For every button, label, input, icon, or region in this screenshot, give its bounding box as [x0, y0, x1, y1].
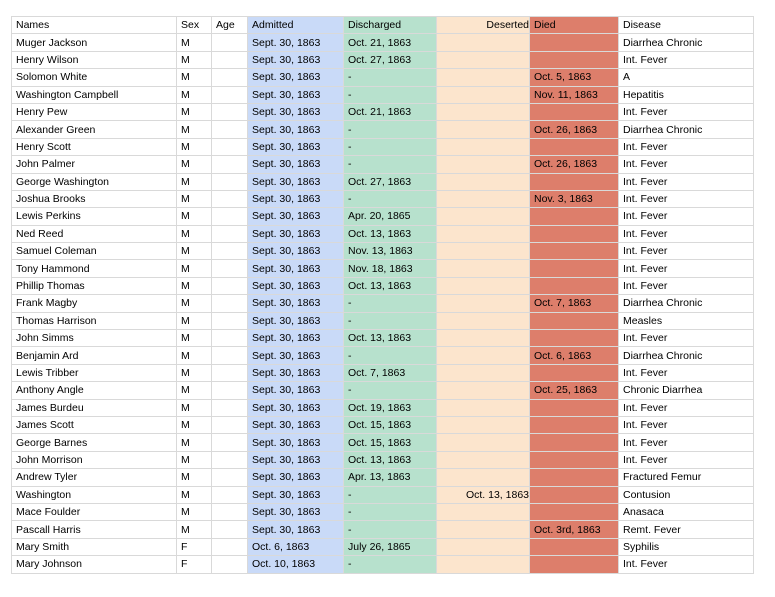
died-cell[interactable] [530, 364, 619, 381]
table-row [12, 121, 754, 138]
died-cell[interactable] [530, 225, 619, 242]
table-row [12, 34, 754, 51]
name-cell[interactable]: Mary Smith [12, 538, 177, 555]
sex-cell[interactable]: M [177, 103, 212, 120]
admitted-cell[interactable]: Sept. 30, 1863 [248, 190, 344, 207]
admitted-cell[interactable]: Sept. 30, 1863 [248, 347, 344, 364]
name-cell[interactable]: Thomas Harrison [12, 312, 177, 329]
deserted-cell[interactable] [437, 382, 530, 399]
deserted-cell[interactable] [437, 173, 530, 190]
table-row [12, 364, 754, 381]
admitted-cell[interactable]: Sept. 30, 1863 [248, 208, 344, 225]
discharged-cell[interactable]: Oct. 19, 1863 [344, 399, 437, 416]
discharged-cell[interactable]: Apr. 13, 1863 [344, 469, 437, 486]
discharged-cell[interactable]: - [344, 521, 437, 538]
deserted-cell[interactable] [437, 243, 530, 260]
sex-cell[interactable]: F [177, 538, 212, 555]
deserted-cell[interactable] [437, 503, 530, 520]
name-cell[interactable]: John Simms [12, 330, 177, 347]
deserted-cell[interactable] [437, 538, 530, 555]
deserted-cell[interactable] [437, 556, 530, 573]
disease-cell[interactable]: Int. Fever [619, 416, 754, 433]
sex-cell[interactable]: M [177, 225, 212, 242]
table-row [12, 451, 754, 468]
sex-cell[interactable]: M [177, 190, 212, 207]
admitted-cell[interactable]: Sept. 30, 1863 [248, 86, 344, 103]
deserted-cell[interactable] [437, 469, 530, 486]
disease-cell[interactable]: Int. Fever [619, 51, 754, 68]
sex-cell[interactable]: M [177, 277, 212, 294]
name-cell[interactable]: Joshua Brooks [12, 190, 177, 207]
disease-cell[interactable]: Int. Fever [619, 399, 754, 416]
died-cell[interactable]: Oct. 26, 1863 [530, 121, 619, 138]
table-row [12, 312, 754, 329]
discharged-cell[interactable]: Oct. 13, 1863 [344, 277, 437, 294]
name-cell[interactable]: Henry Pew [12, 103, 177, 120]
sex-cell[interactable]: M [177, 382, 212, 399]
sex-cell[interactable]: M [177, 51, 212, 68]
died-cell[interactable]: Oct. 25, 1863 [530, 382, 619, 399]
sex-cell[interactable]: M [177, 330, 212, 347]
name-cell[interactable]: Mace Foulder [12, 503, 177, 520]
table-row [12, 382, 754, 399]
table-row [12, 190, 754, 207]
died-cell[interactable] [530, 503, 619, 520]
age-cell[interactable] [212, 243, 248, 260]
died-cell[interactable] [530, 51, 619, 68]
admitted-cell[interactable]: Sept. 30, 1863 [248, 399, 344, 416]
sex-cell[interactable]: M [177, 486, 212, 503]
admitted-cell[interactable]: Sept. 30, 1863 [248, 382, 344, 399]
died-cell[interactable] [530, 312, 619, 329]
admitted-cell[interactable]: Sept. 30, 1863 [248, 243, 344, 260]
name-cell[interactable]: Henry Wilson [12, 51, 177, 68]
sex-cell[interactable]: M [177, 156, 212, 173]
died-cell[interactable]: Oct. 3rd, 1863 [530, 521, 619, 538]
age-cell[interactable] [212, 69, 248, 86]
discharged-cell[interactable]: - [344, 121, 437, 138]
deserted-cell[interactable] [437, 260, 530, 277]
name-cell[interactable]: Benjamin Ard [12, 347, 177, 364]
sex-cell[interactable]: M [177, 347, 212, 364]
discharged-cell[interactable]: Oct. 27, 1863 [344, 51, 437, 68]
died-cell[interactable] [530, 538, 619, 555]
disease-cell[interactable]: Int. Fever [619, 243, 754, 260]
column-header-name[interactable]: Names [12, 17, 177, 34]
died-cell[interactable] [530, 260, 619, 277]
sex-cell[interactable]: M [177, 260, 212, 277]
disease-cell[interactable]: Measles [619, 312, 754, 329]
deserted-cell[interactable] [437, 138, 530, 155]
age-cell[interactable] [212, 399, 248, 416]
discharged-cell[interactable]: Nov. 18, 1863 [344, 260, 437, 277]
sex-cell[interactable]: M [177, 364, 212, 381]
sex-cell[interactable]: M [177, 416, 212, 433]
name-cell[interactable]: Frank Magby [12, 295, 177, 312]
admitted-cell[interactable]: Sept. 30, 1863 [248, 121, 344, 138]
disease-cell[interactable]: Remt. Fever [619, 521, 754, 538]
age-cell[interactable] [212, 190, 248, 207]
died-cell[interactable] [530, 330, 619, 347]
discharged-cell[interactable]: Oct. 13, 1863 [344, 451, 437, 468]
age-cell[interactable] [212, 86, 248, 103]
age-cell[interactable] [212, 556, 248, 573]
disease-cell[interactable]: Hepatitis [619, 86, 754, 103]
age-cell[interactable] [212, 225, 248, 242]
table-row [12, 538, 754, 555]
died-cell[interactable]: Nov. 11, 1863 [530, 86, 619, 103]
age-cell[interactable] [212, 34, 248, 51]
discharged-cell[interactable]: Oct. 13, 1863 [344, 330, 437, 347]
disease-cell[interactable]: Syphilis [619, 538, 754, 555]
disease-cell[interactable]: Diarrhea Chronic [619, 121, 754, 138]
age-cell[interactable] [212, 382, 248, 399]
table-row [12, 225, 754, 242]
died-cell[interactable]: Oct. 26, 1863 [530, 156, 619, 173]
disease-cell[interactable]: Int. Fever [619, 225, 754, 242]
deserted-cell[interactable] [437, 295, 530, 312]
deserted-cell[interactable] [437, 434, 530, 451]
age-cell[interactable] [212, 103, 248, 120]
disease-cell[interactable]: Diarrhea Chronic [619, 34, 754, 51]
table-row [12, 469, 754, 486]
disease-cell[interactable]: Int. Fever [619, 434, 754, 451]
deserted-cell[interactable] [437, 190, 530, 207]
sex-cell[interactable]: M [177, 434, 212, 451]
table-row [12, 347, 754, 364]
sex-cell[interactable]: M [177, 312, 212, 329]
admitted-cell[interactable]: Sept. 30, 1863 [248, 521, 344, 538]
name-cell[interactable]: John Morrison [12, 451, 177, 468]
died-cell[interactable] [530, 34, 619, 51]
discharged-cell[interactable]: Apr. 20, 1865 [344, 208, 437, 225]
name-cell[interactable]: Washington Campbell [12, 86, 177, 103]
name-cell[interactable]: Muger Jackson [12, 34, 177, 51]
name-cell[interactable]: Solomon White [12, 69, 177, 86]
deserted-cell[interactable] [437, 451, 530, 468]
name-cell[interactable]: Mary Johnson [12, 556, 177, 573]
column-header-age[interactable]: Age [212, 17, 248, 34]
died-cell[interactable] [530, 399, 619, 416]
discharged-cell[interactable]: - [344, 190, 437, 207]
sex-cell[interactable]: M [177, 138, 212, 155]
admitted-cell[interactable]: Sept. 30, 1863 [248, 260, 344, 277]
deserted-cell[interactable] [437, 277, 530, 294]
admitted-cell[interactable]: Sept. 30, 1863 [248, 451, 344, 468]
admitted-cell[interactable]: Sept. 30, 1863 [248, 138, 344, 155]
died-cell[interactable] [530, 138, 619, 155]
deserted-cell[interactable] [437, 312, 530, 329]
age-cell[interactable] [212, 295, 248, 312]
admitted-cell[interactable]: Sept. 30, 1863 [248, 330, 344, 347]
sex-cell[interactable]: M [177, 208, 212, 225]
discharged-cell[interactable]: - [344, 295, 437, 312]
discharged-cell[interactable]: - [344, 503, 437, 520]
disease-cell[interactable]: Fractured Femur [619, 469, 754, 486]
discharged-cell[interactable]: Oct. 7, 1863 [344, 364, 437, 381]
sex-cell[interactable]: M [177, 469, 212, 486]
table-row [12, 295, 754, 312]
deserted-cell[interactable]: Oct. 13, 1863 [437, 486, 530, 503]
deserted-cell[interactable] [437, 364, 530, 381]
sex-cell[interactable]: M [177, 34, 212, 51]
died-cell[interactable] [530, 243, 619, 260]
sex-cell[interactable]: M [177, 69, 212, 86]
age-cell[interactable] [212, 469, 248, 486]
deserted-cell[interactable] [437, 156, 530, 173]
age-cell[interactable] [212, 208, 248, 225]
admitted-cell[interactable]: Sept. 30, 1863 [248, 277, 344, 294]
table-row [12, 399, 754, 416]
sex-cell[interactable]: F [177, 556, 212, 573]
disease-cell[interactable]: Contusion [619, 486, 754, 503]
deserted-cell[interactable] [437, 399, 530, 416]
age-cell[interactable] [212, 451, 248, 468]
table-row [12, 330, 754, 347]
admitted-cell[interactable]: Sept. 30, 1863 [248, 173, 344, 190]
deserted-cell[interactable] [437, 330, 530, 347]
name-cell[interactable]: Alexander Green [12, 121, 177, 138]
age-cell[interactable] [212, 503, 248, 520]
column-header-disease[interactable]: Disease [619, 17, 754, 34]
age-cell[interactable] [212, 260, 248, 277]
sex-cell[interactable]: M [177, 521, 212, 538]
admitted-cell[interactable]: Sept. 30, 1863 [248, 486, 344, 503]
died-cell[interactable]: Oct. 6, 1863 [530, 347, 619, 364]
column-header-deserted[interactable]: Deserted [437, 17, 530, 34]
discharged-cell[interactable]: July 26, 1865 [344, 538, 437, 555]
deserted-cell[interactable] [437, 51, 530, 68]
age-cell[interactable] [212, 364, 248, 381]
discharged-cell[interactable]: Oct. 15, 1863 [344, 416, 437, 433]
deserted-cell[interactable] [437, 86, 530, 103]
discharged-cell[interactable]: Oct. 21, 1863 [344, 103, 437, 120]
sex-cell[interactable]: M [177, 399, 212, 416]
table-row [12, 173, 754, 190]
name-cell[interactable]: James Burdeu [12, 399, 177, 416]
died-cell[interactable] [530, 556, 619, 573]
table-row [12, 138, 754, 155]
age-cell[interactable] [212, 51, 248, 68]
deserted-cell[interactable] [437, 416, 530, 433]
admitted-cell[interactable]: Sept. 30, 1863 [248, 69, 344, 86]
disease-cell[interactable]: Int. Fever [619, 556, 754, 573]
died-cell[interactable]: Oct. 5, 1863 [530, 69, 619, 86]
table-row [12, 51, 754, 68]
table-row [12, 434, 754, 451]
sex-cell[interactable]: M [177, 173, 212, 190]
age-cell[interactable] [212, 277, 248, 294]
name-cell[interactable]: Samuel Coleman [12, 243, 177, 260]
table-row [12, 503, 754, 520]
table-body [12, 17, 754, 574]
column-header-sex[interactable]: Sex [177, 17, 212, 34]
discharged-cell[interactable]: - [344, 69, 437, 86]
name-cell[interactable]: George Washington [12, 173, 177, 190]
disease-cell[interactable]: A [619, 69, 754, 86]
age-cell[interactable] [212, 173, 248, 190]
discharged-cell[interactable]: - [344, 138, 437, 155]
disease-cell[interactable]: Int. Fever [619, 138, 754, 155]
disease-cell[interactable]: Anasaca [619, 503, 754, 520]
table-row [12, 260, 754, 277]
table-row [12, 416, 754, 433]
admitted-cell[interactable]: Oct. 10, 1863 [248, 556, 344, 573]
admitted-cell[interactable]: Oct. 6, 1863 [248, 538, 344, 555]
discharged-cell[interactable]: Oct. 21, 1863 [344, 34, 437, 51]
name-cell[interactable]: George Barnes [12, 434, 177, 451]
discharged-cell[interactable]: Oct. 27, 1863 [344, 173, 437, 190]
name-cell[interactable]: Ned Reed [12, 225, 177, 242]
age-cell[interactable] [212, 121, 248, 138]
deserted-cell[interactable] [437, 208, 530, 225]
age-cell[interactable] [212, 434, 248, 451]
header-row [12, 17, 754, 34]
column-header-admitted[interactable]: Admitted [248, 17, 344, 34]
disease-cell[interactable]: Diarrhea Chronic [619, 295, 754, 312]
disease-cell[interactable]: Diarrhea Chronic [619, 347, 754, 364]
admitted-cell[interactable]: Sept. 30, 1863 [248, 225, 344, 242]
disease-cell[interactable]: Int. Fever [619, 208, 754, 225]
admitted-cell[interactable]: Sept. 30, 1863 [248, 312, 344, 329]
sex-cell[interactable]: M [177, 86, 212, 103]
disease-cell[interactable]: Int. Fever [619, 173, 754, 190]
discharged-cell[interactable]: - [344, 382, 437, 399]
admitted-cell[interactable]: Sept. 30, 1863 [248, 295, 344, 312]
table-row [12, 156, 754, 173]
table-row [12, 243, 754, 260]
discharged-cell[interactable]: Oct. 13, 1863 [344, 225, 437, 242]
sex-cell[interactable]: M [177, 243, 212, 260]
discharged-cell[interactable]: Oct. 15, 1863 [344, 434, 437, 451]
discharged-cell[interactable]: Nov. 13, 1863 [344, 243, 437, 260]
died-cell[interactable]: Oct. 7, 1863 [530, 295, 619, 312]
column-header-discharged[interactable]: Discharged [344, 17, 437, 34]
name-cell[interactable]: Anthony Angle [12, 382, 177, 399]
discharged-cell[interactable]: - [344, 156, 437, 173]
sex-cell[interactable]: M [177, 121, 212, 138]
deserted-cell[interactable] [437, 225, 530, 242]
died-cell[interactable] [530, 469, 619, 486]
discharged-cell[interactable]: - [344, 312, 437, 329]
disease-cell[interactable]: Int. Fever [619, 260, 754, 277]
admitted-cell[interactable]: Sept. 30, 1863 [248, 34, 344, 51]
spreadsheet-table [11, 16, 754, 574]
admitted-cell[interactable]: Sept. 30, 1863 [248, 434, 344, 451]
name-cell[interactable]: Henry Scott [12, 138, 177, 155]
table-row [12, 103, 754, 120]
name-cell[interactable]: James Scott [12, 416, 177, 433]
admitted-cell[interactable]: Sept. 30, 1863 [248, 469, 344, 486]
disease-cell[interactable]: Int. Fever [619, 156, 754, 173]
died-cell[interactable]: Nov. 3, 1863 [530, 190, 619, 207]
name-cell[interactable]: Lewis Tribber [12, 364, 177, 381]
age-cell[interactable] [212, 330, 248, 347]
sex-cell[interactable]: M [177, 295, 212, 312]
table-row [12, 69, 754, 86]
died-cell[interactable] [530, 173, 619, 190]
table-row [12, 486, 754, 503]
age-cell[interactable] [212, 538, 248, 555]
deserted-cell[interactable] [437, 69, 530, 86]
admitted-cell[interactable]: Sept. 30, 1863 [248, 364, 344, 381]
admitted-cell[interactable]: Sept. 30, 1863 [248, 416, 344, 433]
died-cell[interactable] [530, 277, 619, 294]
name-cell[interactable]: Lewis Perkins [12, 208, 177, 225]
discharged-cell[interactable]: - [344, 486, 437, 503]
name-cell[interactable]: Tony Hammond [12, 260, 177, 277]
died-cell[interactable] [530, 486, 619, 503]
age-cell[interactable] [212, 486, 248, 503]
name-cell[interactable]: Phillip Thomas [12, 277, 177, 294]
disease-cell[interactable]: Chronic Diarrhea [619, 382, 754, 399]
name-cell[interactable]: Pascall Harris [12, 521, 177, 538]
sex-cell[interactable]: M [177, 451, 212, 468]
deserted-cell[interactable] [437, 121, 530, 138]
admitted-cell[interactable]: Sept. 30, 1863 [248, 51, 344, 68]
sex-cell[interactable]: M [177, 503, 212, 520]
age-cell[interactable] [212, 416, 248, 433]
disease-cell[interactable]: Int. Fever [619, 451, 754, 468]
disease-cell[interactable]: Int. Fever [619, 364, 754, 381]
deserted-cell[interactable] [437, 34, 530, 51]
age-cell[interactable] [212, 312, 248, 329]
name-cell[interactable]: John Palmer [12, 156, 177, 173]
disease-cell[interactable]: Int. Fever [619, 103, 754, 120]
died-cell[interactable] [530, 451, 619, 468]
discharged-cell[interactable]: - [344, 556, 437, 573]
disease-cell[interactable]: Int. Fever [619, 330, 754, 347]
table-row [12, 277, 754, 294]
table-row [12, 556, 754, 573]
table-row [12, 86, 754, 103]
name-cell[interactable]: Andrew Tyler [12, 469, 177, 486]
died-cell[interactable] [530, 103, 619, 120]
died-cell[interactable] [530, 434, 619, 451]
name-cell[interactable]: Washington [12, 486, 177, 503]
disease-cell[interactable]: Int. Fever [619, 277, 754, 294]
deserted-cell[interactable] [437, 521, 530, 538]
age-cell[interactable] [212, 347, 248, 364]
admitted-cell[interactable]: Sept. 30, 1863 [248, 503, 344, 520]
table-row [12, 521, 754, 538]
age-cell[interactable] [212, 156, 248, 173]
age-cell[interactable] [212, 521, 248, 538]
age-cell[interactable] [212, 138, 248, 155]
deserted-cell[interactable] [437, 103, 530, 120]
column-header-died[interactable]: Died [530, 17, 619, 34]
deserted-cell[interactable] [437, 347, 530, 364]
died-cell[interactable] [530, 416, 619, 433]
died-cell[interactable] [530, 208, 619, 225]
admitted-cell[interactable]: Sept. 30, 1863 [248, 103, 344, 120]
disease-cell[interactable]: Int. Fever [619, 190, 754, 207]
discharged-cell[interactable]: - [344, 86, 437, 103]
discharged-cell[interactable]: - [344, 347, 437, 364]
admitted-cell[interactable]: Sept. 30, 1863 [248, 156, 344, 173]
table-row [12, 208, 754, 225]
